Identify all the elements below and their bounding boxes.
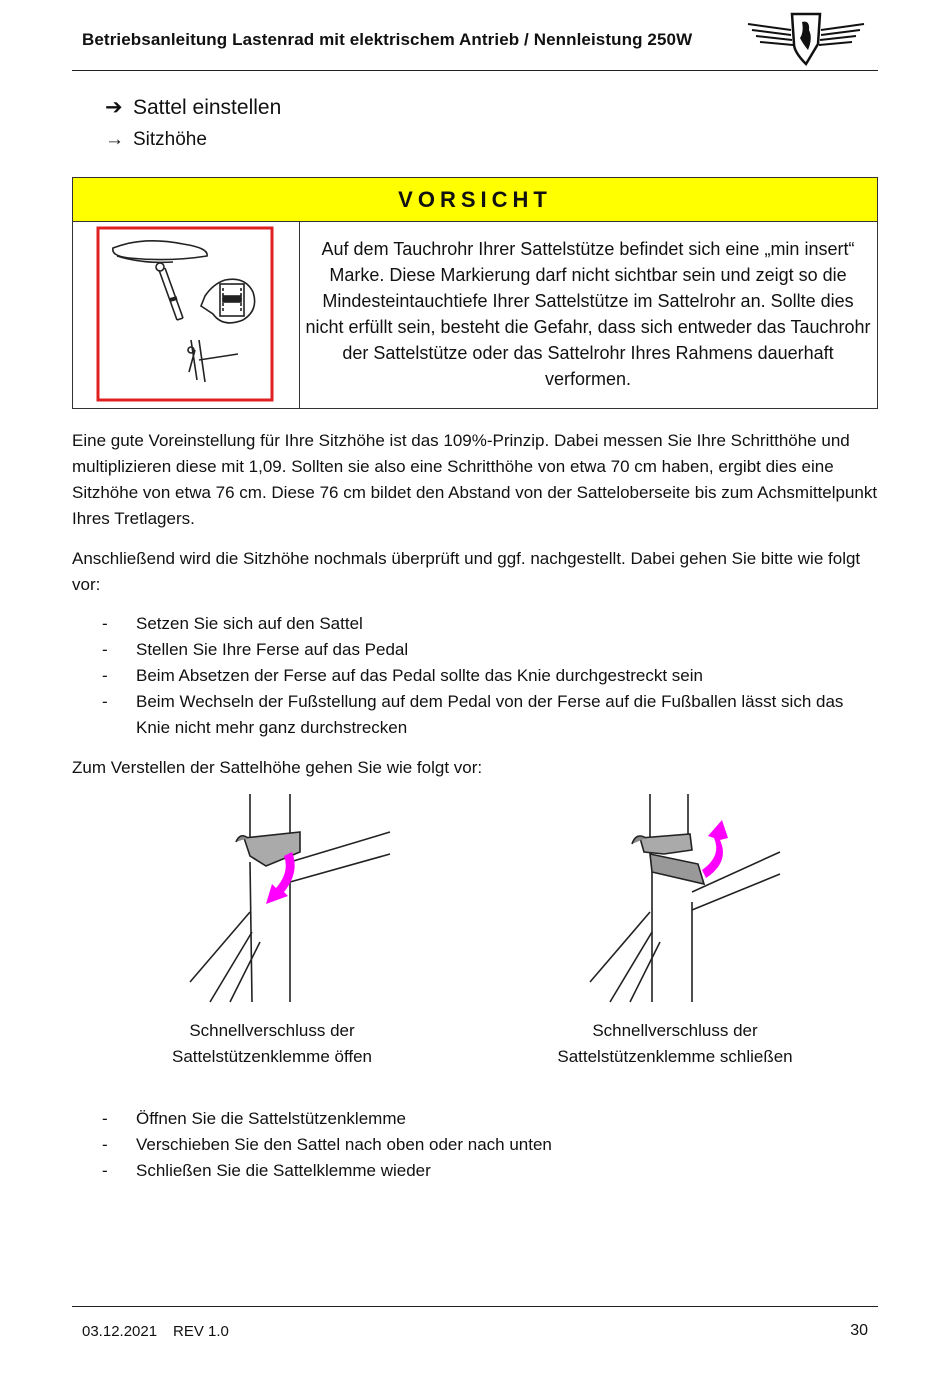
page-header	[72, 0, 878, 71]
list-item: - Beim Wechseln der Fußstellung auf dem Pedal von der Ferse auf die Fußballen lässt sich das Knie nicht mehr ganz durchstrecken	[72, 689, 882, 741]
caution-title: VORSICHT	[73, 178, 877, 222]
steps-list-adjust	[72, 1106, 882, 1184]
paragraph-adjust-intro: Zum Verstellen der Sattelhöhe gehen Sie wie folgt vor:	[72, 758, 483, 777]
quick-release-open-illustration-icon	[180, 792, 420, 1012]
bullet-dash: -	[102, 666, 108, 685]
caution-text: Auf dem Tauchrohr Ihrer Sattelstütze befindet sich eine „min insert“ Marke. Diese Markierung darf nicht sichtbar sein und zeigt so die Mindesteintauchtiefe Ihrer Sattelstütze im Sattelrohr an. Sollte dies nicht erfüllt sein, besteht die Gefahr, dass sich entweder das Tauchrohr der Sattelstütze oder das Sattelrohr Ihres Rahmens dauerhaft verformen.	[305, 239, 871, 389]
header-title: Betriebsanleitung Lastenrad mit elektrischem Antrieb / Nennleistung 250W	[82, 30, 693, 49]
arrow-right-icon: ➔	[105, 96, 123, 119]
winged-emblem-logo-icon	[746, 8, 866, 66]
section-heading-text: Sattel einstellen	[133, 96, 282, 119]
subsection-heading-text: Sitzhöhe	[133, 129, 207, 150]
bullet-dash: -	[102, 1161, 108, 1180]
section-heading	[105, 95, 281, 120]
bullet-dash: -	[102, 614, 108, 633]
list-item: - Stellen Sie Ihre Ferse auf das Pedal	[72, 637, 882, 663]
subsection-heading	[105, 129, 207, 151]
figure-caption-close: Schnellverschluss der Sattelstützenklemme schließen	[557, 1021, 793, 1066]
paragraph-check-height: Anschließend wird die Sitzhöhe nochmals überprüft und ggf. nachgestellt. Dabei gehen Sie bitte wie folgt vor:	[72, 549, 861, 594]
page-number: 30	[850, 1322, 868, 1339]
seatpost-min-insert-illustration-icon	[73, 222, 300, 408]
paragraph-109-principle: Eine gute Voreinstellung für Ihre Sitzhöhe ist das 109%-Prinzip. Dabei messen Sie Ihre Schritthöhe und multiplizieren diese mit 1,09. Sollten sie also eine Schritthöhe von etwa 70 cm haben, ergibt dies eine Sitzhöhe von etwa 76 cm. Diese 76 cm bildet den Abstand von der Satteloberseite bis zum Achsmittelpunkt Ihres Tretlagers.	[72, 431, 878, 528]
quick-release-close-illustration-icon	[580, 792, 820, 1012]
list-item: - Setzen Sie sich auf den Sattel	[72, 611, 882, 637]
footer-date: 03.12.2021	[82, 1323, 158, 1340]
list-item: - Beim Absetzen der Ferse auf das Pedal sollte das Knie durchgestreckt sein	[72, 663, 882, 689]
list-item: - Verschieben Sie den Sattel nach oben oder nach unten	[72, 1132, 882, 1158]
list-item: - Öffnen Sie die Sattelstützenklemme	[72, 1106, 882, 1132]
bullet-dash: -	[102, 1109, 108, 1128]
bullet-dash: -	[102, 1135, 108, 1154]
bullet-dash: -	[102, 640, 108, 659]
figure-caption-open: Schnellverschluss der Sattelstützenklemme öffen	[171, 1021, 372, 1066]
arrow-right-icon: →	[105, 129, 124, 150]
list-item: - Schließen Sie die Sattelklemme wieder	[72, 1158, 882, 1184]
steps-list-check	[72, 611, 882, 741]
page-footer	[72, 1306, 878, 1340]
caution-box	[72, 177, 878, 409]
footer-revision: REV 1.0	[173, 1323, 229, 1340]
bullet-dash: -	[102, 692, 108, 711]
